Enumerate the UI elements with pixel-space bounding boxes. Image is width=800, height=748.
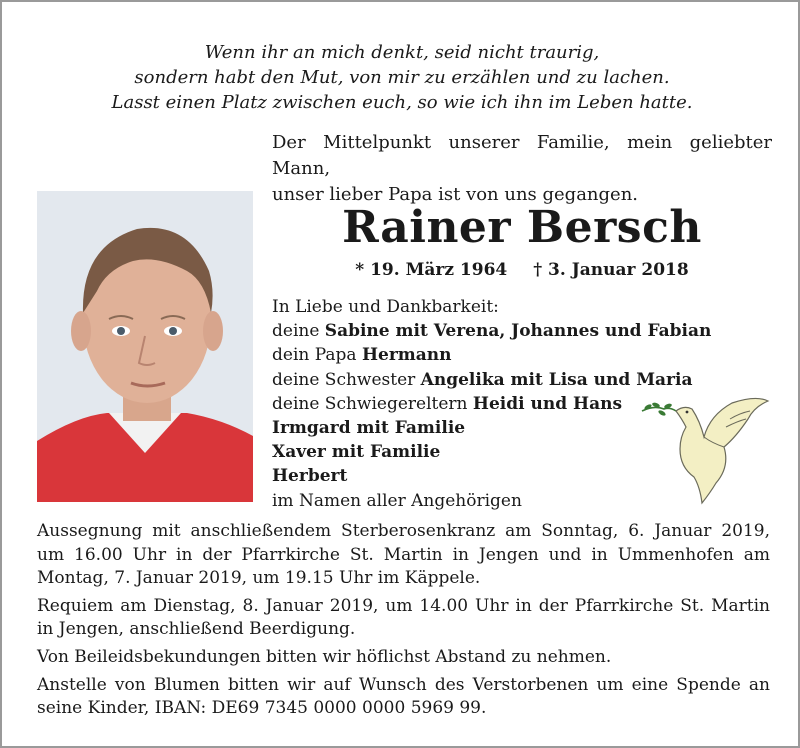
mourner-line: Herbert [272,466,348,487]
poem-line: Lasst einen Platz zwischen euch, so wie ich ihn im Leben hatte. [111,92,693,113]
mourner-line: deine Schwester Angelika mit Lisa und Maria [272,369,693,390]
text-line: Aussegnung mit anschließendem Sterberosenkranz am Sonntag, 6. Januar 2019, [37,521,770,541]
text-line: Montag, 7. Januar 2019, um 19.15 Uhr im Käppele. [37,568,481,589]
death-date: † 3. Januar 2018 [533,260,689,280]
birth-date: * 19. März 1964 [355,260,508,280]
portrait-photo [37,191,253,502]
text-line: Anstelle von Blumen bitten wir auf Wunsch des Verstorbenen um eine Spende an [37,674,770,695]
deceased-name: Rainer Bersch [342,202,702,253]
intro-text [272,130,772,208]
iban-line: seine Kinder, IBAN: DE69 7345 0000 0000 5969 99. [37,698,487,719]
mourners-closing: im Namen aller Angehörigen [272,490,522,511]
mourner-line: deine Schwiegereltern Heidi und Hans [272,393,623,414]
funeral-rites-paragraph [37,520,770,591]
intro-line: unser lieber Papa ist von uns gegangen. [272,184,639,205]
poem-line: sondern habt den Mut, von mir zu erzählen und zu lachen. [134,67,670,88]
text-line: in Jengen, anschließend Beerdigung. [37,619,356,640]
poem-line: Wenn ihr an mich denkt, seid nicht traurig, [204,42,600,63]
mourners-intro: In Liebe und Dankbarkeit: [272,297,499,317]
life-dates [272,260,772,280]
text-line: Von Beileidsbekundungen bitten wir höflichst Abstand zu nehmen. [37,646,612,667]
text-line: Requiem am Dienstag, 8. Januar 2019, um 14.00 Uhr in der Pfarrkirche St. Martin [37,595,770,616]
mourner-line: Xaver mit Familie [272,442,441,463]
donation-paragraph [37,674,770,721]
mourner-line: dein Papa Hermann [272,345,452,366]
dove-icon [640,397,772,505]
portrait-image [37,191,253,502]
text-line: um 16.00 Uhr in der Pfarrkirche St. Martin in Jengen und in Ummenhofen am [37,544,770,565]
mourner-line: deine Sabine mit Verena, Johannes und Fabian [272,321,712,342]
service-details [37,520,770,725]
mourner-line: Irmgard mit Familie [272,418,466,439]
requiem-paragraph [37,595,770,642]
intro-line: Der Mittelpunkt unserer Familie, mein geliebter Mann, [272,132,772,179]
condolence-paragraph [37,646,770,670]
memorial-poem [2,40,800,115]
